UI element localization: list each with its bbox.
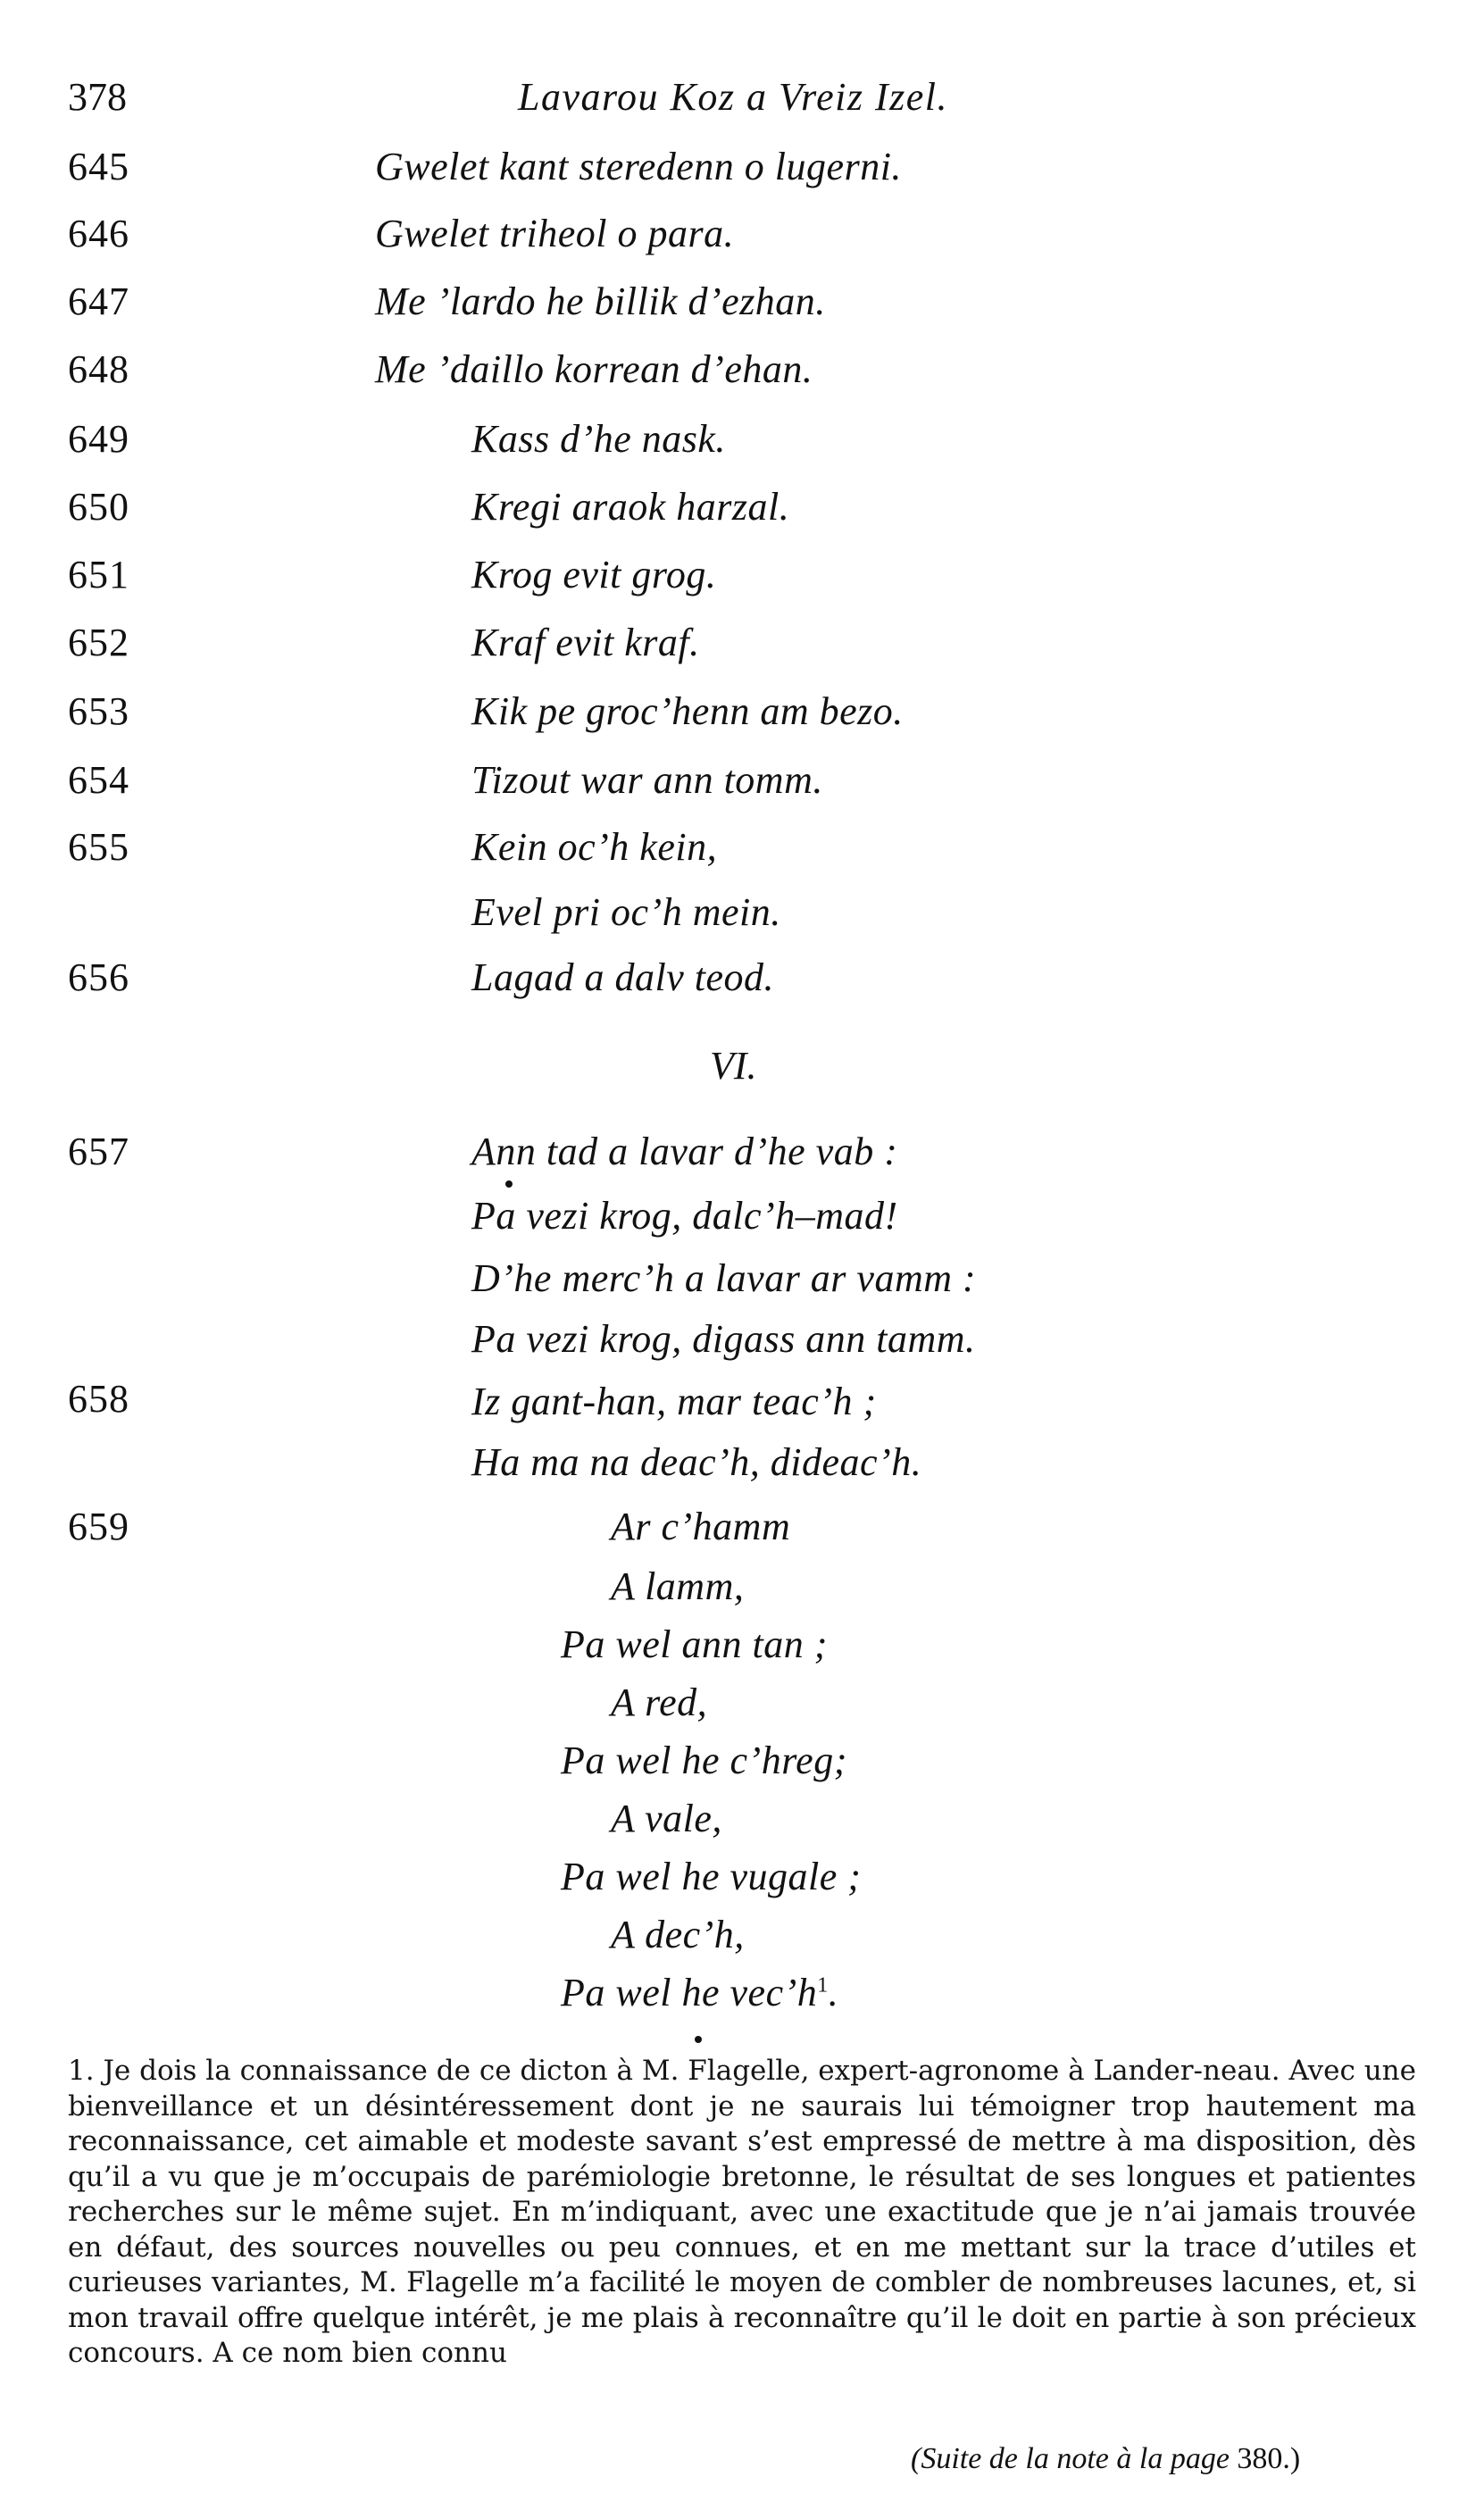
- verse-text: Pa wel he vec’h: [561, 1971, 818, 2014]
- ink-dot: [695, 2036, 702, 2043]
- verse-line: Gwelet triheol o para.: [375, 212, 735, 255]
- continuation-suffix: .): [1282, 2442, 1301, 2475]
- verse-line: A dec’h,: [611, 1913, 745, 1956]
- footnote-continuation: [911, 2442, 1300, 2476]
- verse-line: Iz gant-han, mar teac’h ;: [471, 1380, 877, 1423]
- verse-line: Ann tad a lavar d’he vab :: [471, 1130, 898, 1173]
- verse-line: A vale,: [611, 1797, 722, 1840]
- ink-dot: [505, 1180, 513, 1188]
- verse-line-with-note: [561, 1973, 838, 2013]
- continuation-prefix: (Suite de la note à la page: [911, 2442, 1230, 2475]
- page-number: 378: [68, 75, 127, 119]
- verse-line: Pa wel he vugale ;: [561, 1855, 862, 1898]
- verse-line: Krog evit grog.: [471, 553, 717, 596]
- line-number: 655: [68, 825, 129, 869]
- verse-line: Kass d’he nask.: [471, 417, 726, 461]
- verse-line: Ar c’hamm: [611, 1505, 791, 1548]
- line-number: 651: [68, 553, 129, 596]
- verse-line: A red,: [611, 1681, 708, 1724]
- line-number: 652: [68, 621, 129, 664]
- verse-line: Me ’lardo he billik d’ezhan.: [375, 279, 826, 323]
- line-number: 659: [68, 1505, 129, 1548]
- line-number: 649: [68, 417, 129, 461]
- line-number: 658: [68, 1377, 129, 1421]
- line-number: 653: [68, 689, 129, 733]
- verse-line: Me ’daillo korrean d’ehan.: [375, 347, 813, 391]
- footnote-marker: 1: [817, 1973, 829, 1997]
- line-number: 646: [68, 212, 129, 255]
- line-number: 648: [68, 347, 129, 391]
- verse-line: A lamm,: [611, 1564, 745, 1608]
- verse-line: Kik pe groc’henn am bezo.: [471, 689, 904, 733]
- line-number: 647: [68, 279, 129, 323]
- verse-line: Tizout war ann tomm.: [471, 758, 823, 802]
- verse-line: Pa vezi krog, dalc’h–mad!: [471, 1194, 898, 1238]
- running-title: Lavarou Koz a Vreiz Izel.: [518, 75, 948, 119]
- continuation-page: 380: [1237, 2442, 1283, 2475]
- verse-line: Pa wel ann tan ;: [561, 1622, 828, 1666]
- verse-line: Pa wel he c’hreg;: [561, 1739, 847, 1782]
- verse-line: Lagad a dalv teod.: [471, 955, 774, 999]
- verse-line: D’he merc’h a lavar ar vamm :: [471, 1256, 977, 1300]
- line-number: 650: [68, 485, 129, 529]
- verse-terminal: .: [828, 1971, 839, 2014]
- verse-line: Kein oc’h kein,: [471, 825, 718, 869]
- line-number: 657: [68, 1130, 129, 1173]
- section-title: VI.: [710, 1044, 757, 1088]
- line-number: 645: [68, 145, 129, 188]
- verse-line: Evel pri oc’h mein.: [471, 890, 781, 934]
- verse-line: Pa vezi krog, digass ann tamm.: [471, 1317, 976, 1361]
- line-number: 656: [68, 955, 129, 999]
- footnote: 1. Je dois la connaissance de ce dicton à M. Flagelle, expert-agronome à Lander-neau. Avec une bienveillance et un désintéressement dont je ne saurais lui témoigner trop hautement ma reconnaissance, cet aimable et modeste savant s’est empressé de mettre à ma disposition, dès qu’il a vu que je m’occupais de parémiologie bretonne, le résultat de ses longues et patientes recherches sur le même sujet. En m’indiquant, avec une exactitude que je n’ai jamais trouvée en défaut, des sources nouvelles ou peu connues, et en me mettant sur la trace d’utiles et curieuses variantes, M. Flagelle m’a facilité le moyen de combler de nombreuses lacunes, et, si mon travail offre quelque intérêt, je me plais à reconnaître qu’il le doit en partie à son précieux concours. A ce nom bien connu: [68, 2055, 1416, 2369]
- verse-line: Kregi araok harzal.: [471, 485, 790, 529]
- verse-line: Gwelet kant steredenn o lugerni.: [375, 145, 902, 188]
- verse-line: Kraf evit kraf.: [471, 621, 700, 664]
- verse-line: Ha ma na deac’h, dideac’h.: [471, 1440, 922, 1484]
- line-number: 654: [68, 758, 129, 802]
